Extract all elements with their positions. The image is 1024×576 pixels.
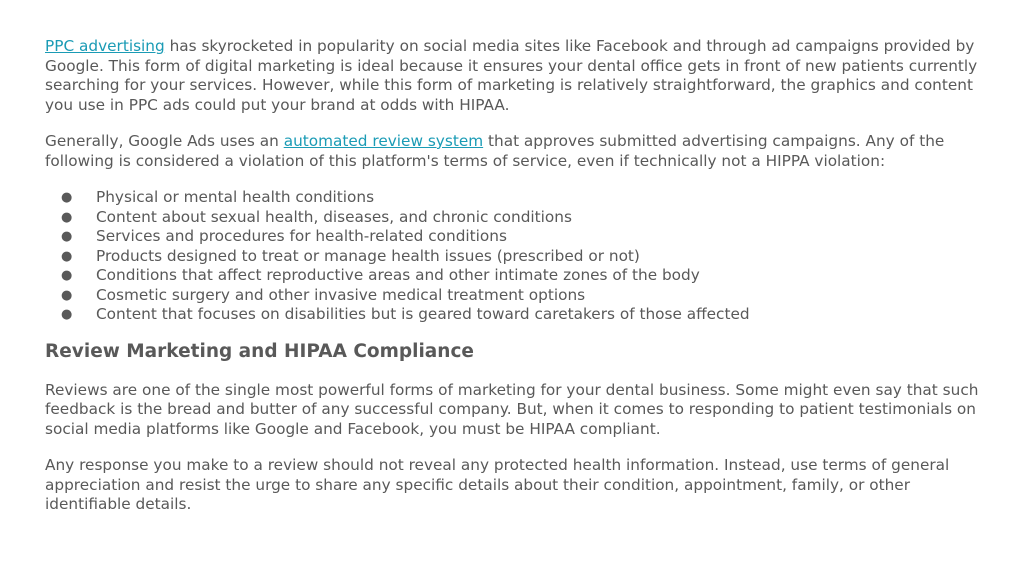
- list-item: [45, 227, 979, 247]
- section-heading: Review Marketing and HIPAA Compliance: [45, 340, 474, 362]
- violation-list: [45, 188, 979, 325]
- list-item-text: Services and procedures for health-related conditions: [96, 227, 507, 245]
- list-item-text: Cosmetic surgery and other invasive medical treatment options: [96, 285, 586, 304]
- bullet-icon: ●: [61, 307, 73, 322]
- list-item: [45, 305, 979, 325]
- list-item: [45, 188, 979, 208]
- google-ads-text-after: that approves submitted advertising campaigns. Any of the following is considered a violation of this platform's terms of service, even if technically not a HIPPA violation:: [45, 132, 945, 170]
- list-item-text: Content that focuses on disabilities but is geared toward caretakers of those affected: [96, 305, 750, 323]
- bullet-icon: ●: [61, 190, 73, 205]
- bullet-icon: ●: [61, 209, 73, 225]
- bullet-icon: ●: [61, 248, 73, 264]
- list-item: [45, 208, 979, 228]
- list-item-text: Content about sexual health, diseases, and chronic conditions: [96, 207, 572, 226]
- automated-review-system-link[interactable]: automated review system: [283, 132, 484, 150]
- bullet-icon: ●: [61, 268, 73, 283]
- list-item: [45, 286, 979, 306]
- bullet-icon: ●: [61, 287, 73, 303]
- intro-paragraph: [45, 37, 979, 115]
- list-item: [45, 247, 979, 267]
- list-item-text: Conditions that affect reproductive areas and other intimate zones of the body: [96, 266, 700, 284]
- google-ads-text-before: Generally, Google Ads uses an: [45, 132, 284, 150]
- list-item-text: Physical or mental health conditions: [96, 188, 375, 206]
- response-paragraph: Any response you make to a review should not reveal any protected health information. Instead, use terms of general appreciation and resist the urge to share any specific details about their condition, appointment, family, or other identifiable details.: [45, 456, 950, 513]
- bullet-icon: ●: [61, 229, 73, 244]
- google-ads-paragraph: [45, 132, 979, 171]
- intro-paragraph-text: has skyrocketed in popularity on social media sites like Facebook and through ad campaigns provided by Google. This form of digital marketing is ideal because it ensures your dental office gets in front of new patients currently searching for your services. However, while this form of marketing is relatively straightforward, the graphics and content you use in PPC ads could put your brand at odds with HIPAA.: [45, 37, 978, 114]
- ppc-advertising-link[interactable]: PPC advertising: [45, 37, 165, 55]
- reviews-paragraph: Reviews are one of the single most powerful forms of marketing for your dental business. Some might even say that such feedback is the bread and butter of any successful company. But, when it comes to responding to patient testimonials on social media platforms like Google and Facebook, you must be HIPAA compliant.: [45, 380, 979, 438]
- list-item: [45, 266, 979, 286]
- list-item-text: Products designed to treat or manage health issues (prescribed or not): [96, 246, 640, 265]
